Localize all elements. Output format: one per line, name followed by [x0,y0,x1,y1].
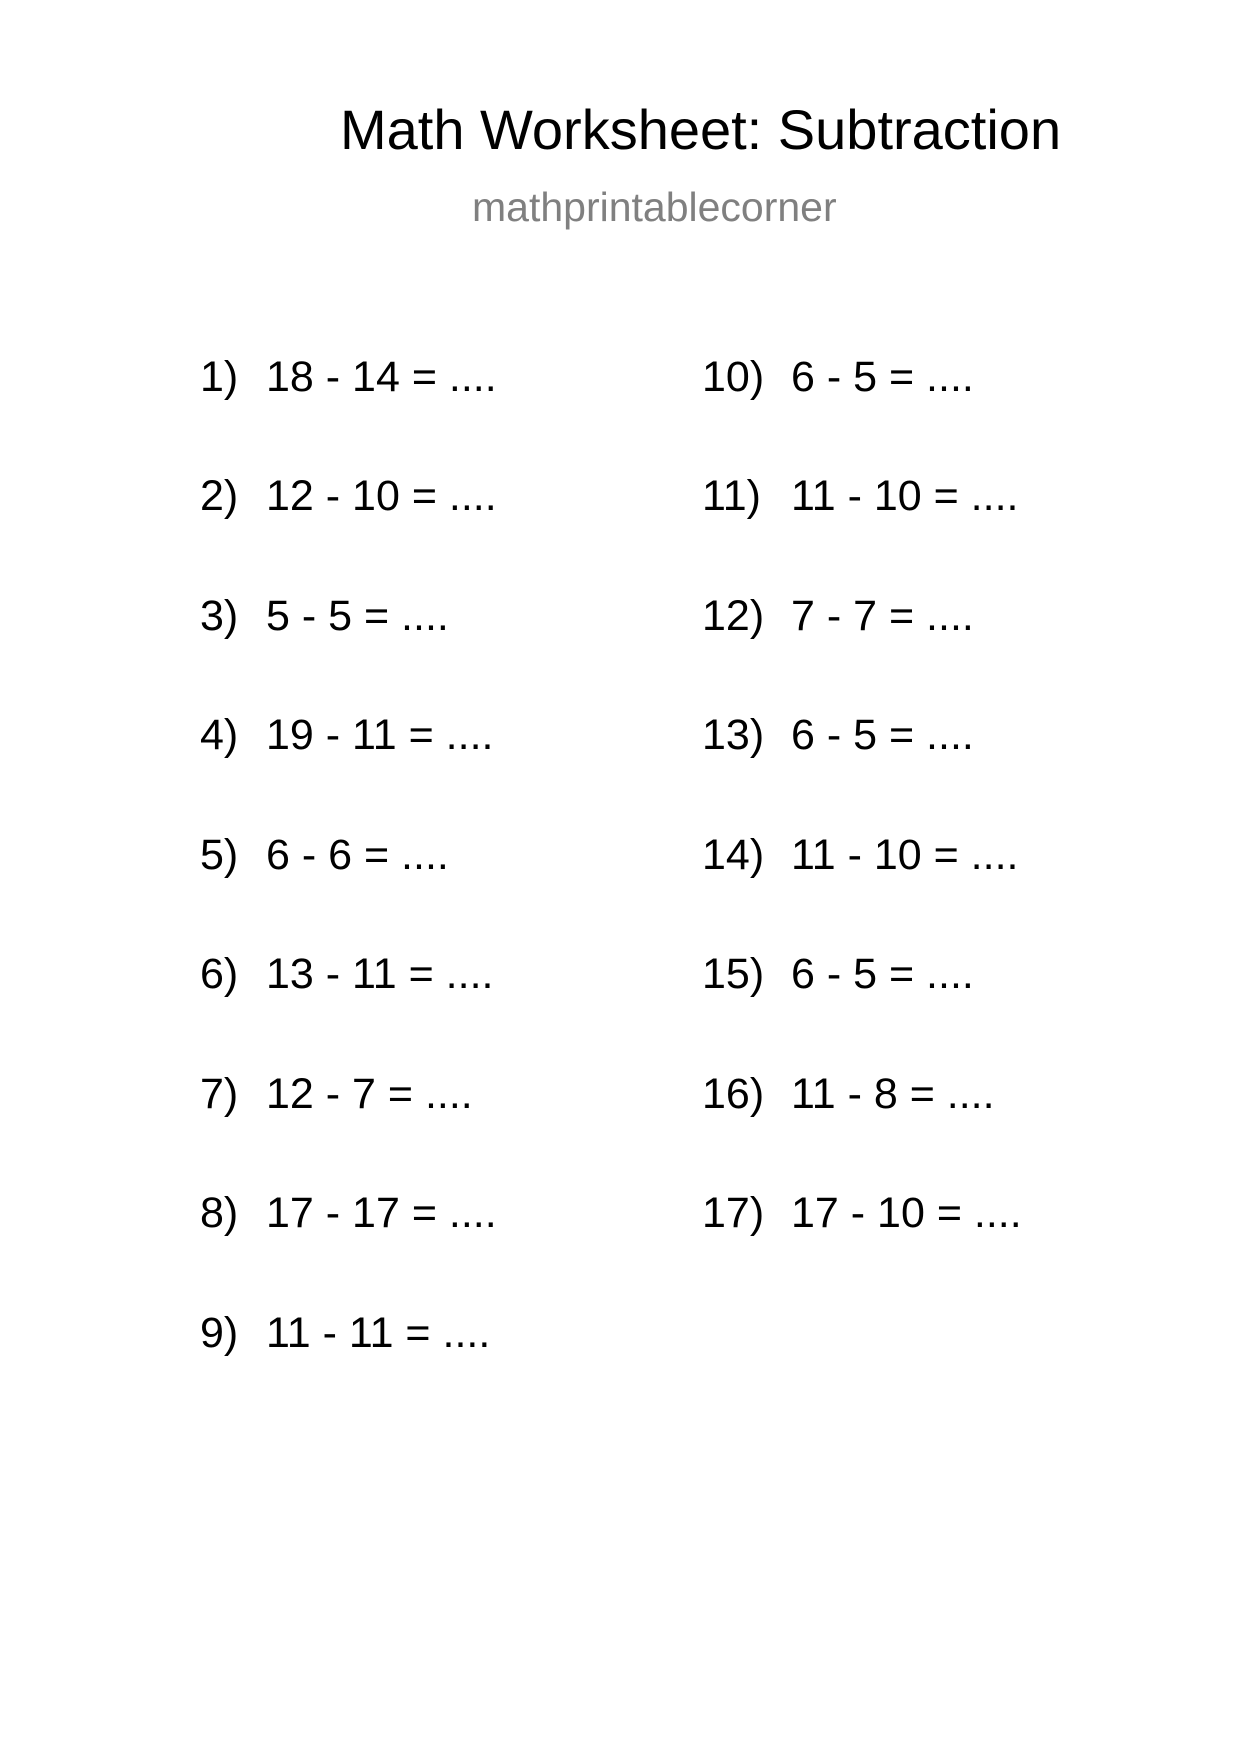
problem-5 [200,830,449,880]
problem-number: 1) [200,353,239,401]
problem-number: 10) [702,353,765,401]
problem-expression: 12 - 10 = .... [266,472,497,520]
problem-10 [702,352,974,402]
problem-expression: 17 - 17 = .... [266,1189,497,1237]
problem-6 [200,949,493,999]
problem-expression: 6 - 5 = .... [791,711,974,759]
page-title: Math Worksheet: Subtraction [340,98,1062,161]
problem-number: 17) [702,1189,765,1237]
problem-12 [702,591,974,641]
problem-3 [200,591,449,641]
problem-expression: 6 - 5 = .... [791,950,974,998]
problem-expression: 7 - 7 = .... [791,592,974,640]
problem-4 [200,710,493,760]
problem-number: 13) [702,711,765,759]
problem-number: 15) [702,950,765,998]
problem-15 [702,949,974,999]
problem-expression: 18 - 14 = .... [266,353,497,401]
problem-number: 4) [200,711,239,759]
problem-2 [200,471,497,521]
problem-13 [702,710,974,760]
problem-number: 5) [200,831,239,879]
problem-expression: 6 - 6 = .... [266,831,449,879]
problem-number: 6) [200,950,239,998]
problem-number: 2) [200,472,239,520]
problem-16 [702,1069,995,1119]
problem-number: 11) [702,472,761,520]
problem-expression: 11 - 10 = .... [791,472,1019,520]
problem-expression: 19 - 11 = .... [266,711,494,759]
problem-expression: 11 - 11 = .... [266,1309,491,1357]
problem-8 [200,1188,497,1238]
problem-number: 7) [200,1070,239,1118]
problem-expression: 5 - 5 = .... [266,592,449,640]
site-name: mathprintablecorner [472,184,837,230]
problem-expression: 17 - 10 = .... [791,1189,1022,1237]
problem-number: 3) [200,592,239,640]
problem-number: 16) [702,1070,765,1118]
problem-expression: 11 - 8 = .... [791,1070,995,1118]
problem-17 [702,1188,1022,1238]
problem-11 [702,471,1018,521]
problem-expression: 11 - 10 = .... [791,831,1019,879]
problem-1 [200,352,497,402]
problem-expression: 6 - 5 = .... [791,353,974,401]
problem-expression: 12 - 7 = .... [266,1070,473,1118]
problem-7 [200,1069,473,1119]
problem-expression: 13 - 11 = .... [266,950,494,998]
problem-number: 9) [200,1309,239,1357]
problem-9 [200,1308,490,1358]
problem-number: 12) [702,592,765,640]
problem-number: 14) [702,831,765,879]
problem-number: 8) [200,1189,239,1237]
problem-14 [702,830,1018,880]
